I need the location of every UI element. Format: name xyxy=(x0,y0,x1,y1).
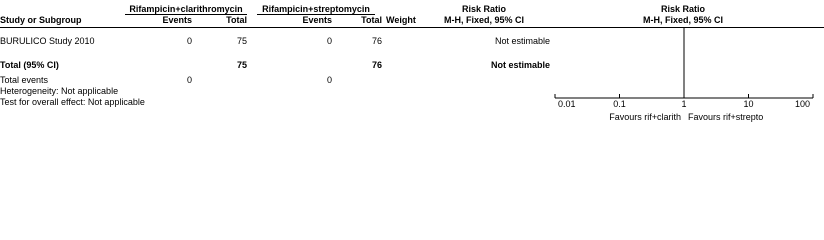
total-label: Total (95% CI) xyxy=(0,60,59,70)
total-risk-ratio: Not estimable xyxy=(490,60,550,70)
total-total1: 75 xyxy=(236,60,247,70)
total-events1: 0 xyxy=(186,75,192,85)
events2-header: Events xyxy=(302,15,332,25)
x-tick-label: 10 xyxy=(743,99,754,109)
risk-ratio-header: Risk Ratio xyxy=(461,4,506,14)
study-total1: 75 xyxy=(236,36,247,46)
group1-header: Rifampicin+clarithromycin xyxy=(129,4,243,14)
total-total2: 76 xyxy=(371,60,382,70)
x-tick-label: 0.1 xyxy=(613,99,626,109)
total1-header: Total xyxy=(226,15,247,25)
x-tick-label: 100 xyxy=(794,99,810,109)
x-tick-label: 1 xyxy=(681,99,687,109)
weight-header: Weight xyxy=(386,15,416,25)
total-events2: 0 xyxy=(326,75,332,85)
study-total2: 76 xyxy=(371,36,382,46)
method-header: M-H, Fixed, 95% CI xyxy=(443,15,524,25)
method-plot-header: M-H, Fixed, 95% CI xyxy=(642,15,723,25)
x-tick-label: 0.01 xyxy=(558,99,576,109)
study-name: BURULICO Study 2010 xyxy=(0,36,95,46)
total2-header: Total xyxy=(361,15,382,25)
study-risk-ratio: Not estimable xyxy=(494,36,550,46)
total-events-label: Total events xyxy=(0,75,49,85)
risk-ratio-plot-header: Risk Ratio xyxy=(660,4,705,14)
study-events1: 0 xyxy=(186,36,192,46)
favours-left-label: Favours rif+clarith xyxy=(609,112,681,122)
overall-effect-text: Test for overall effect: Not applicable xyxy=(0,97,145,107)
study-column-header: Study or Subgroup xyxy=(0,15,82,25)
events1-header: Events xyxy=(162,15,192,25)
x-axis-ticks xyxy=(555,94,813,109)
study-events2: 0 xyxy=(326,36,332,46)
favours-right-label: Favours rif+strepto xyxy=(688,112,764,122)
group2-header: Rifampicin+streptomycin xyxy=(262,4,370,14)
heterogeneity-text: Heterogeneity: Not applicable xyxy=(0,86,119,96)
